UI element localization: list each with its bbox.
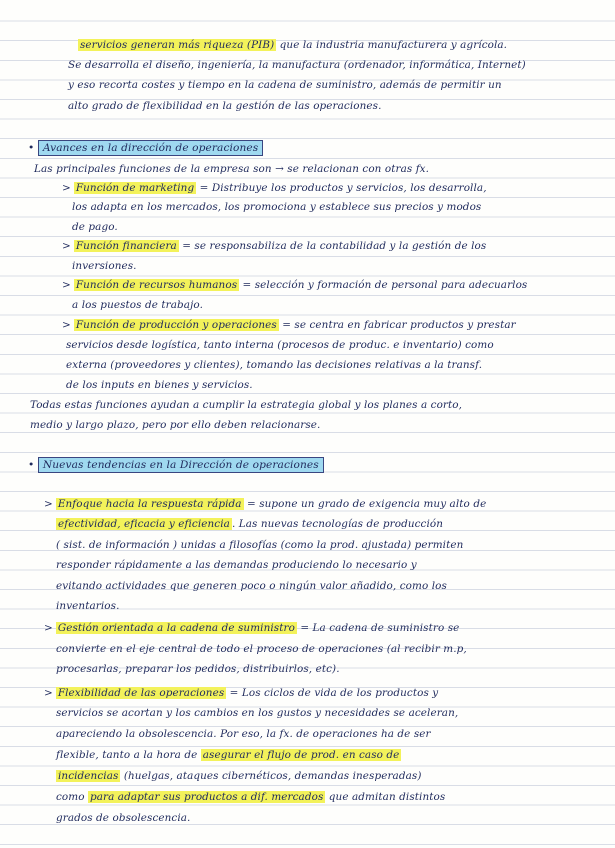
bullet-arrow-icon: > [44, 687, 53, 699]
text: = se responsabiliza de la contabilidad y la gestión de los [178, 240, 487, 252]
s2-line-14 [56, 790, 445, 804]
s2-line-12 [56, 748, 401, 762]
s2-line-4: evitando actividades que generen poco o ningún valor añadido, como los [56, 580, 447, 592]
text: que admitan distintos [325, 791, 446, 803]
bullet-arrow-icon: > [62, 240, 71, 252]
s2-line-1 [56, 517, 443, 531]
s1-line-13: medio y largo plazo, pero por ello deben relacionarse. [30, 419, 321, 431]
s1-line-7: a los puestos de trabajo. [72, 299, 203, 311]
s2-line-7: convierte en el eje central de todo el proceso de operaciones (al recibir m.p, [56, 643, 467, 655]
s2-line-0 [44, 497, 486, 511]
text: = selección y formación de personal para adecuarlos [239, 279, 528, 291]
s1-line-6 [62, 278, 527, 292]
s2-line-10: servicios se acortan y los cambios en los gustos y necesidades se aceleran, [56, 707, 459, 719]
s2-line-2: ( sist. de información ) unidas a filosofías (como la prod. ajustada) permiten [56, 539, 464, 551]
text: = supone un grado de exigencia muy alto de [243, 498, 487, 510]
highlight: incidencias [58, 770, 119, 782]
highlight: servicios generan más riqueza (PIB) [80, 39, 275, 51]
s2-line-9 [44, 686, 438, 700]
s2-line-3: responder rápidamente a las demandas produciendo lo necesario y [56, 559, 417, 571]
bullet-arrow-icon: > [44, 622, 53, 634]
highlight: efectividad, eficacia y eficiencia [58, 518, 230, 530]
bullet-dot: • [28, 459, 35, 471]
highlight: asegurar el flujo de prod. en caso de [202, 749, 400, 761]
intro-line-1 [78, 38, 507, 52]
highlight: Gestión orientada a la cadena de suministro [57, 622, 295, 634]
highlight: Enfoque hacia la respuesta rápida [57, 498, 242, 510]
text: = se centra en fabricar productos y prestar [278, 319, 516, 331]
bullet-arrow-icon: > [62, 279, 71, 291]
highlight: Función de marketing [75, 182, 195, 194]
text: (huelgas, ataques cibernéticos, demandas inesperadas) [120, 770, 422, 782]
highlight: Función de producción y operaciones [75, 319, 277, 331]
s1-line-4 [62, 239, 486, 253]
s1-line-2: los adapta en los mercados, los promociona y establece sus precios y modos [72, 201, 482, 213]
s1-line-0 [34, 162, 429, 176]
section1-heading [28, 141, 263, 155]
text: flexible, tanto a la hora de [56, 749, 201, 761]
section2-heading [28, 458, 324, 472]
arrow-icon: → [271, 163, 288, 175]
text: como [56, 791, 88, 803]
s1-line-9: servicios desde logística, tanto interna (procesos de produc. e inventario) como [66, 339, 494, 351]
text: . Las nuevas tecnologías de producción [231, 518, 444, 530]
s1-line-3: de pago. [72, 221, 118, 233]
text: = La cadena de suministro se [296, 622, 460, 634]
s1-line-12: Todas estas funciones ayudan a cumplir la estrategia global y los planes a corto, [30, 399, 463, 411]
highlight: Función financiera [75, 240, 177, 252]
text: = Los ciclos de vida de los productos y [226, 687, 439, 699]
s2-line-15: grados de obsolescencia. [56, 812, 191, 824]
highlight: Flexibilidad de las operaciones [57, 687, 225, 699]
s2-line-5: inventarios. [56, 600, 120, 612]
s1-line-1 [62, 181, 487, 195]
text: Las principales funciones de la empresa son [34, 163, 272, 175]
s1-line-11: de los inputs en bienes y servicios. [66, 379, 253, 391]
bullet-dot: • [28, 142, 35, 154]
bullet-arrow-icon: > [62, 319, 71, 331]
s2-line-6 [44, 621, 459, 635]
text: se relacionan con otras fx. [287, 163, 430, 175]
bullet-arrow-icon: > [62, 182, 71, 194]
s2-line-13 [56, 769, 422, 783]
text: que la industria manufacturera y agrícola. [276, 39, 508, 51]
s1-line-5: inversiones. [72, 260, 137, 272]
text: = Distribuye los productos y servicios, los desarrolla, [196, 182, 487, 194]
intro-line-2: Se desarrolla el diseño, ingeniería, la manufactura (ordenador, informática, Internet) [68, 59, 526, 71]
section-title: Nuevas tendencias en la Dirección de operaciones [38, 457, 324, 473]
s2-line-11: apareciendo la obsolescencia. Por eso, la fx. de operaciones ha de ser [56, 728, 431, 740]
intro-line-4: alto grado de flexibilidad en la gestión de las operaciones. [68, 100, 382, 112]
intro-line-3: y eso recorta costes y tiempo en la cadena de suministro, además de permitir un [68, 79, 502, 91]
section-title: Avances en la dirección de operaciones [38, 140, 263, 156]
highlight: Función de recursos humanos [75, 279, 238, 291]
s2-line-8: procesarlas, preparar los pedidos, distribuirlos, etc). [56, 663, 340, 675]
s1-line-8 [62, 318, 516, 332]
bullet-arrow-icon: > [44, 498, 53, 510]
s1-line-10: externa (proveedores y clientes), tomando las decisiones relativas a la transf. [66, 359, 483, 371]
highlight: para adaptar sus productos a dif. mercados [90, 791, 324, 803]
